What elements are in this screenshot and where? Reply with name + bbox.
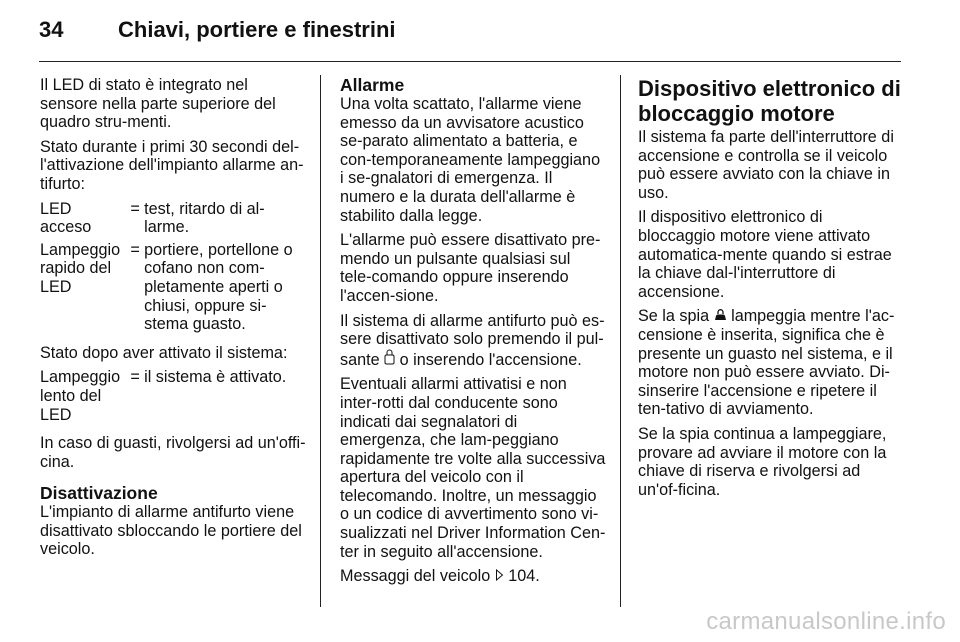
header-rule — [39, 61, 901, 62]
led-state-label: Lampeggio rapido del LED — [40, 240, 121, 296]
column-divider-2 — [620, 75, 621, 607]
immobiliser-activation-paragraph: Il dispositivo elettronico di bloccaggio motore viene attivato automatica-mente quando si estrae la chiave dal-l'interruttore di accensione. — [638, 208, 892, 301]
watermark: carmanualsonline.info — [706, 608, 946, 635]
alarm-description-paragraph: Una volta scattato, l'allarme viene emesso da un avvisatore acustico se-parato alimentato a batteria, e con-temporaneamente lampeggiano i se-gnalatori di emergenza. Il numero e la durata dell'allarme è stabilito dalla legge. — [340, 95, 601, 225]
led-state-label: Lampeggio lento del LED — [40, 368, 121, 424]
column-right — [638, 76, 904, 505]
alarm-deactivate-text-after: o inserendo l'accensione. — [399, 350, 582, 369]
column-middle — [340, 76, 606, 592]
table-row — [40, 368, 286, 424]
alarm-deactivate-paragraph — [340, 312, 606, 370]
page-reference-arrow-icon — [495, 569, 504, 584]
table-row — [40, 237, 306, 334]
led-state-meaning: portiere, portellone o cofano non com-pletamente aperti o chiusi, oppure si-stema guasto. — [144, 240, 293, 334]
vehicle-messages-reference — [340, 567, 606, 586]
status-first-30s-paragraph: Stato durante i primi 30 secondi del-l'attivazione dell'impianto allarme an-tifurto: — [40, 137, 304, 193]
deactivation-heading: Disattivazione — [40, 483, 158, 504]
led-intro-paragraph: Il LED di stato è integrato nel sensore nella parte superiore del quadro stru-menti. — [40, 76, 276, 132]
led-status-table-armed — [40, 368, 286, 424]
chapter-title: Chiavi, portiere e finestrini — [118, 17, 396, 42]
immobiliser-intro-paragraph: Il sistema fa parte dell'interruttore di accensione e controlla se il veicolo può essere avviato con la chiave in uso. — [638, 128, 894, 202]
vehicle-messages-text: Messaggi del veicolo — [340, 567, 491, 586]
deactivation-paragraph: L'impianto di allarme antifurto viene disattivato sbloccando le portiere del veicolo. — [40, 503, 302, 559]
immobiliser-warning-text-after: lampeggia mentre l'ac-censione è inserita, significa che è presente un guasto nel sistema, e il motore non può essere avviato. Di-sinserire l'accensione e ripetere il ten-tativo di avviamento. — [638, 307, 895, 419]
column-left — [40, 76, 306, 565]
led-state-label: LED acceso — [40, 199, 92, 237]
immobiliser-warning-text-before: Se la spia — [638, 307, 710, 326]
fault-advice-paragraph: In caso di guasti, rivolgersi ad un'offi-cina. — [40, 434, 306, 471]
immobiliser-lock-car-icon — [714, 309, 727, 323]
page-number: 34 — [39, 17, 64, 42]
vehicle-messages-page-link[interactable]: 104. — [508, 567, 540, 586]
equals-sign: = — [130, 199, 140, 218]
remote-lock-button-icon — [384, 349, 395, 368]
column-divider-1 — [320, 75, 321, 607]
alarm-log-paragraph: Eventuali allarmi attivatisi e non inter-rotti dal conducente sono indicati dai segnalatori di emergenza, che lam-peggiano rapidamente tre volte alla successiva apertura del veicolo con il telecomando. Inoltre, un messaggio o un codice di avvertimento sono vi-sualizzati nel Driver Information Cen-ter in seguito all'accensione. — [340, 375, 606, 561]
immobiliser-section-title: Dispositivo elettronico di bloccaggio motore — [638, 76, 901, 126]
led-state-meaning: il sistema è attivato. — [144, 368, 287, 387]
led-status-table-activation — [40, 200, 306, 334]
immobiliser-persisting-paragraph: Se la spia continua a lampeggiare, provare ad avviare il motore con la chiave di riserva e rivolgersi ad un'of-ficina. — [638, 424, 887, 499]
equals-sign: = — [130, 240, 140, 259]
alarm-deactivate-text-before: Il sistema di allarme antifurto può es-sere disattivato solo premendo il pul-sante — [340, 311, 605, 369]
alarm-heading: Allarme — [340, 75, 405, 95]
table-row — [40, 200, 306, 237]
alarm-cancel-paragraph: L'allarme può essere disattivato pre-mendo un pulsante qualsiasi sul tele-comando oppure inserendo l'accen-sione. — [340, 231, 601, 305]
led-state-meaning: test, ritardo di al-larme. — [144, 199, 265, 237]
status-after-activation-paragraph: Stato dopo aver attivato il sistema: — [40, 343, 288, 362]
equals-sign: = — [130, 368, 140, 387]
immobiliser-warning-paragraph — [638, 307, 904, 419]
